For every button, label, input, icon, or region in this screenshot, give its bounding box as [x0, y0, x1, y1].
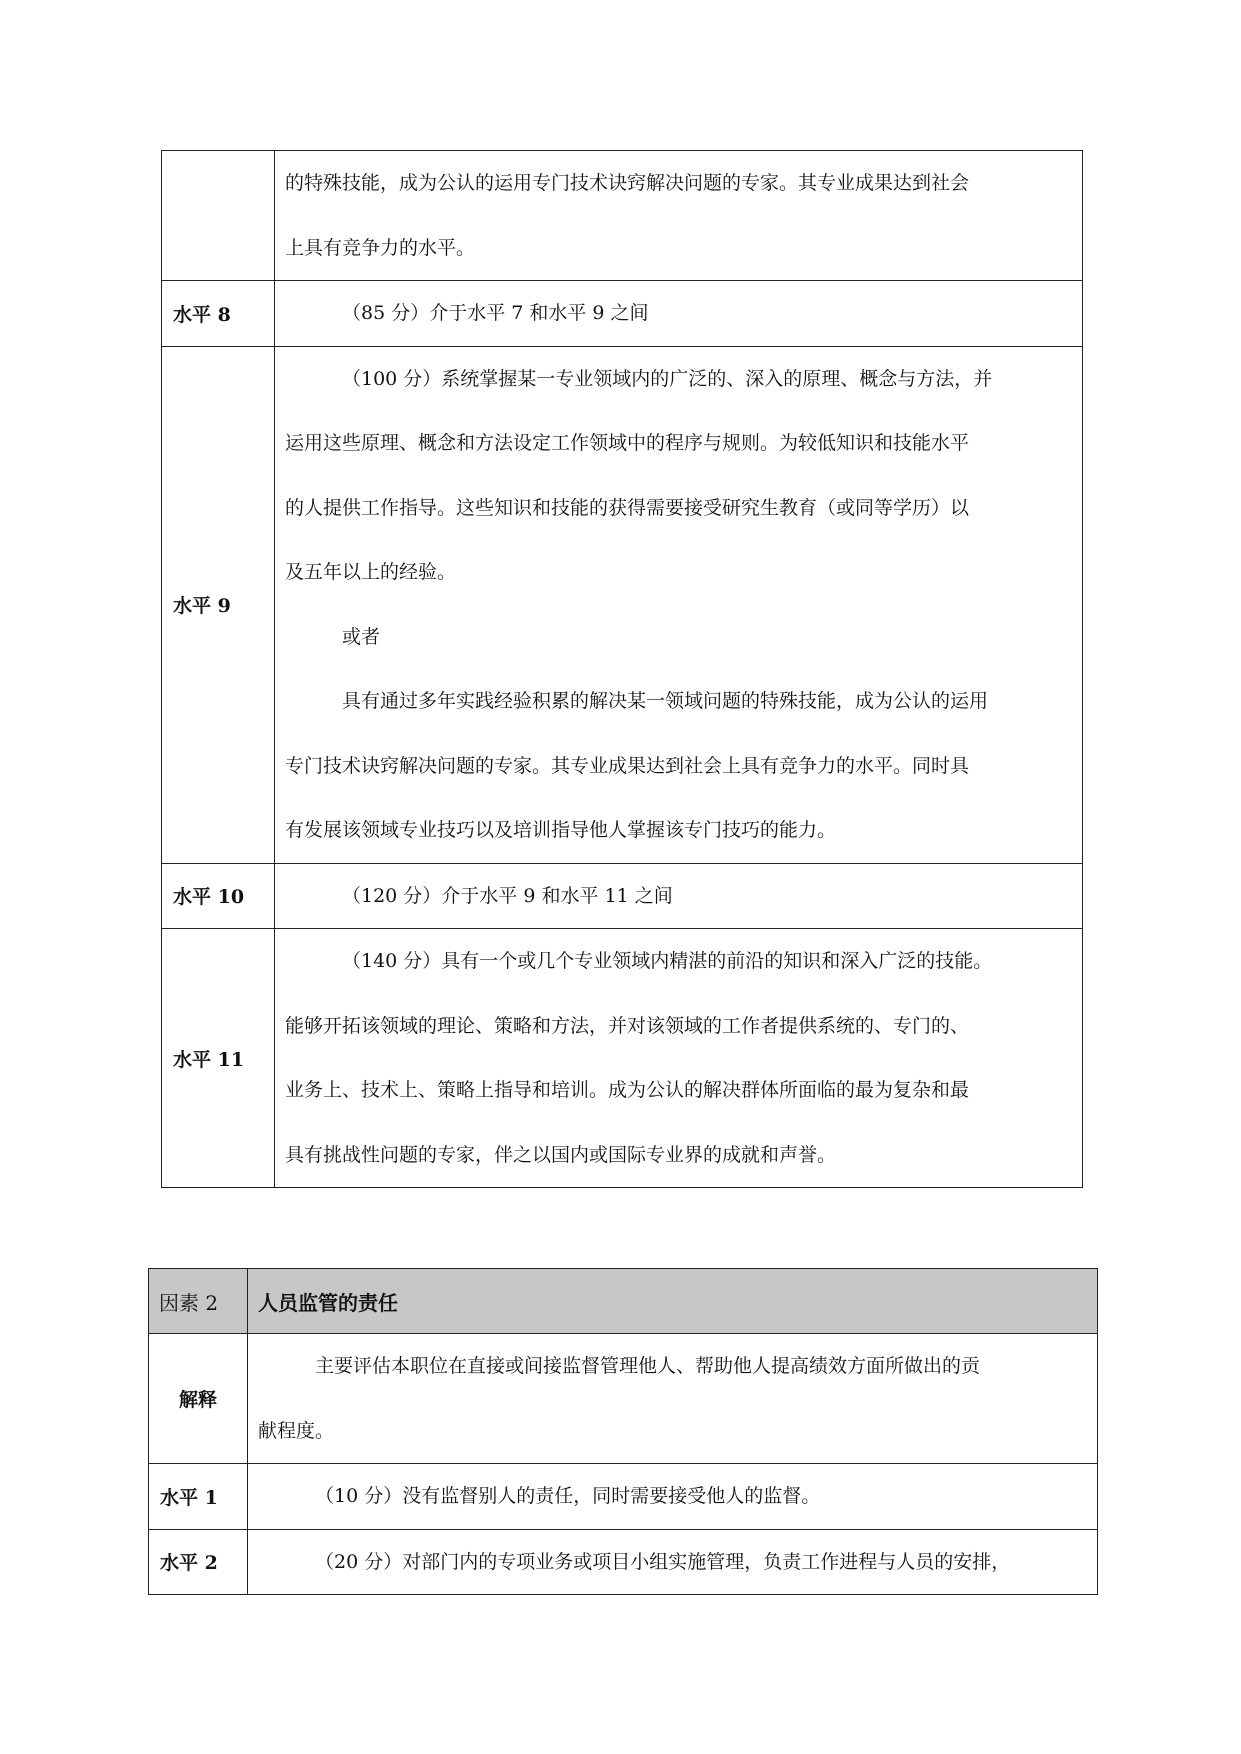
level-label: 水平 11: [162, 929, 275, 1188]
text-line: 具有挑战性问题的专家，伴之以国内或国际专业界的成就和声誉。: [285, 1143, 837, 1166]
text-line: 的人提供工作指导。这些知识和技能的获得需要接受研究生教育（或同等学历）以: [285, 496, 970, 519]
text-line: 有发展该领域专业技巧以及培训指导他人掌握该专门技巧的能力。: [285, 819, 837, 841]
empty-label-cell: [162, 151, 275, 281]
text-line: 专门技术诀窍解决问题的专家。其专业成果达到社会上具有竞争力的水平。同时具: [285, 754, 970, 777]
text-line: （120 分）介于水平 9 和水平 11 之间: [342, 884, 673, 907]
level-description: [275, 929, 1083, 1188]
level-label: 水平 1: [149, 1464, 248, 1530]
text-line: 及五年以上的经验。: [285, 561, 457, 583]
factor-title: 人员监管的责任: [248, 1269, 1098, 1334]
text-line: 献程度。: [258, 1419, 335, 1442]
text-line: 的特殊技能，成为公认的运用专门技术诀窍解决问题的专家。其专业成果达到社会: [285, 172, 970, 194]
explain-text: [248, 1334, 1098, 1464]
text-line: （10 分）没有监督别人的责任，同时需要接受他人的监督。: [315, 1485, 821, 1507]
level-label: 水平 10: [162, 863, 275, 929]
table-row-explain: [149, 1334, 1098, 1464]
level-label: 水平 8: [162, 281, 275, 347]
table-row-level-10: [162, 863, 1083, 929]
supervision-factor-table: [148, 1268, 1098, 1595]
level-description: [248, 1464, 1098, 1530]
level-description: [275, 863, 1083, 929]
knowledge-levels-table: [161, 150, 1083, 1188]
text-line: （100 分）系统掌握某一专业领域内的广泛的、深入的原理、概念与方法，并: [342, 367, 993, 390]
table-row-continuation: [162, 151, 1083, 281]
table-row-level-9: [162, 346, 1083, 863]
level-label: 水平 9: [162, 346, 275, 863]
or-text: 或者: [342, 625, 381, 648]
text-line: 上具有竞争力的水平。: [285, 236, 476, 259]
level-label: 水平 2: [149, 1529, 248, 1595]
table-header-row: [149, 1269, 1098, 1334]
text-line: （85 分）介于水平 7 和水平 9 之间: [342, 302, 649, 324]
level-description: [248, 1529, 1098, 1595]
level-description: [275, 281, 1083, 347]
text-line: 主要评估本职位在直接或间接监督管理他人、帮助他人提高绩效方面所做出的贡: [315, 1355, 981, 1377]
table-row-level-11: [162, 929, 1083, 1188]
text-line: （20 分）对部门内的专项业务或项目小组实施管理，负责工作进程与人员的安排，: [315, 1550, 1011, 1573]
text-line: 运用这些原理、概念和方法设定工作领域中的程序与规则。为较低知识和技能水平: [285, 432, 970, 454]
text-line: 具有通过多年实践经验积累的解决某一领域问题的特殊技能，成为公认的运用: [342, 690, 989, 712]
text-line: （140 分）具有一个或几个专业领域内精湛的前沿的知识和深入广泛的技能。: [342, 950, 993, 972]
level-description: [275, 346, 1083, 863]
table-row-level-1: [149, 1464, 1098, 1530]
factor-label: 因素 2: [149, 1269, 248, 1334]
table-row-level-2: [149, 1529, 1098, 1595]
text-line: 业务上、技术上、策略上指导和培训。成为公认的解决群体所面临的最为复杂和最: [285, 1079, 970, 1101]
text-line: 能够开拓该领域的理论、策略和方法，并对该领域的工作者提供系统的、专门的、: [285, 1014, 970, 1037]
explain-label: 解释: [149, 1334, 248, 1464]
table-row-level-8: [162, 281, 1083, 347]
continuation-text: [275, 151, 1083, 281]
